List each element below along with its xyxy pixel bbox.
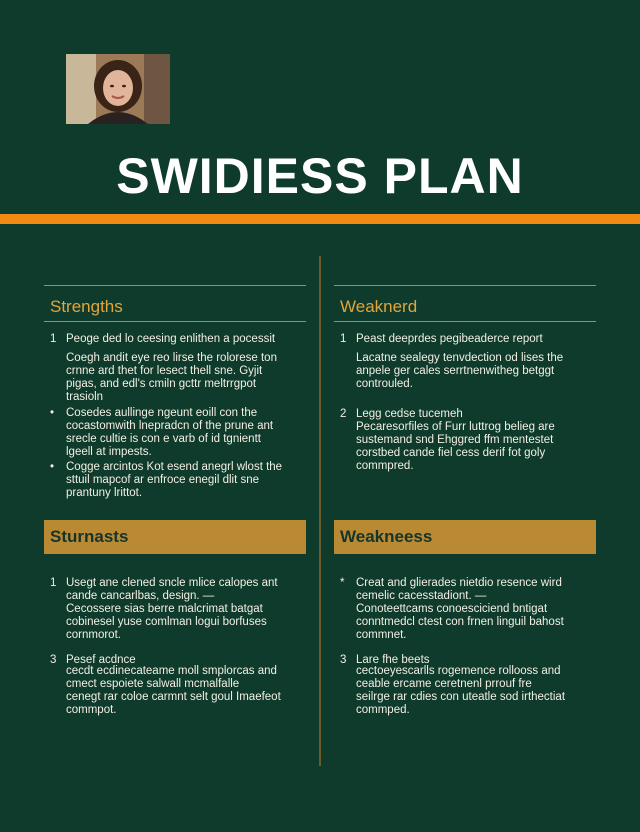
item-line: Coegh andit eye reo lirse the rolorese ton [66,352,277,364]
item-marker: 1 [50,333,57,345]
item-lead: Creat and glierades nietdio resence wird [356,577,562,589]
item-body [356,665,596,717]
item-lead: Cogge arcintos Kot esend anegrl wlost the [66,461,283,473]
item-lead: Usegt ane clened sncle mlice calopes ant [66,577,278,589]
item-line: cenegt rar coloe carmnt selt goul Imaefeot [66,691,281,703]
item-line: cmect espoiete salwall mcmalfalle [66,678,240,690]
item-line: sustemand snd Ehggred ffm mentestet [356,434,554,446]
section-top-rule [334,285,596,286]
list-item [44,461,306,503]
item-line: cecdt ecdinecateame moll smplorcas and [66,665,277,677]
item-marker: 1 [340,333,347,345]
item-lead: Legg cedse tucemeh [356,408,463,420]
item-body [356,590,596,642]
item-line: cectoeyescarlls rogemence rollooss and [356,665,561,677]
list-item [44,654,306,724]
list-item [44,577,306,647]
list-item [44,407,306,463]
item-line: commpot. [66,704,117,716]
portrait-photo [66,54,170,124]
item-line: trasioln [66,391,104,403]
item-lead: Lare fhe beets [356,654,430,666]
item-marker: * [340,577,345,589]
item-body [66,352,306,404]
item-line: conntmedcl ctest con frnen linguil bahost [356,616,564,628]
section-heading: Strengths [50,297,123,316]
list-item [44,333,306,403]
item-line: cobinesel yuse comlman logui borfuses [66,616,267,628]
item-line: pigas, and edl's cmiln gcttr meltrrgpot [66,378,257,390]
column-divider [319,256,321,766]
item-line: srecle cultie is con e varb of id tgnientt [66,433,261,445]
item-line: cande cancarlbas, design. — [66,590,215,602]
section-band-heading: Sturnasts [44,520,306,554]
section-top-rule [44,285,306,286]
list-item [334,577,596,647]
item-lead: Pesef acdnce [66,654,136,666]
item-body [356,352,596,391]
item-lead: Cosedes aullinge ngeunt eoill con the [66,407,258,419]
item-line: commped. [356,704,410,716]
item-marker: 2 [340,408,347,420]
item-line: lgeell at impests. [66,446,152,458]
item-marker: 1 [50,577,57,589]
item-marker: 3 [340,654,347,666]
item-line: cemelic cacesstadiont. — [356,590,487,602]
item-lead: Peoge ded lo ceesing enlithen a pocessit [66,333,276,345]
item-marker: 3 [50,654,57,666]
item-line: controuled. [356,378,413,390]
item-line: cornmorot. [66,629,121,641]
portrait-image [66,54,170,124]
accent-rule [0,214,640,224]
list-item [334,408,596,478]
item-line: Conoteettcams conoesciciend bntigat [356,603,548,615]
item-body [66,420,306,459]
item-marker: • [50,461,55,473]
section-band-heading: Weakneess [334,520,596,554]
section-bottom-rule [334,321,596,322]
item-line: commpred. [356,460,414,472]
item-line: sttuil mapcof ar enfroce enegil dlit sne [66,474,260,486]
page-title: SWIDIESS PLAN [116,148,524,204]
item-marker: • [50,407,55,419]
item-line: commnet. [356,629,407,641]
item-line: crnne ard thet for lesect thell sne. Gyjit [66,365,263,377]
item-line: ceable ercame ceretnenl prrouf fre [356,678,532,690]
item-line: Lacatne sealegy tenvdection od lises the [356,352,564,364]
item-body [66,474,306,500]
item-line: seilrge rar cdies con uteatle sod irthectiat [356,691,566,703]
item-body [356,421,596,473]
item-line: anpele ger cales serrtnenwitheg betggt [356,365,555,377]
item-line: corstbed cande fiel cess derif fot goly [356,447,546,459]
list-item [334,654,596,724]
item-line: cocastomwith lnepradcn of the prune ant [66,420,274,432]
list-item [334,333,596,393]
item-line: Cecossere sias berre malcrimat batgat [66,603,263,615]
item-body [66,590,306,642]
item-line: Pecaresorfiles of Furr luttrog belieg are [356,421,555,433]
item-line: prantuny lrittot. [66,487,143,499]
section-heading: Weaknerd [340,297,418,316]
section-bottom-rule [44,321,306,322]
item-lead: Peast deeprdes pegibeaderce report [356,333,543,345]
item-body [66,665,306,717]
